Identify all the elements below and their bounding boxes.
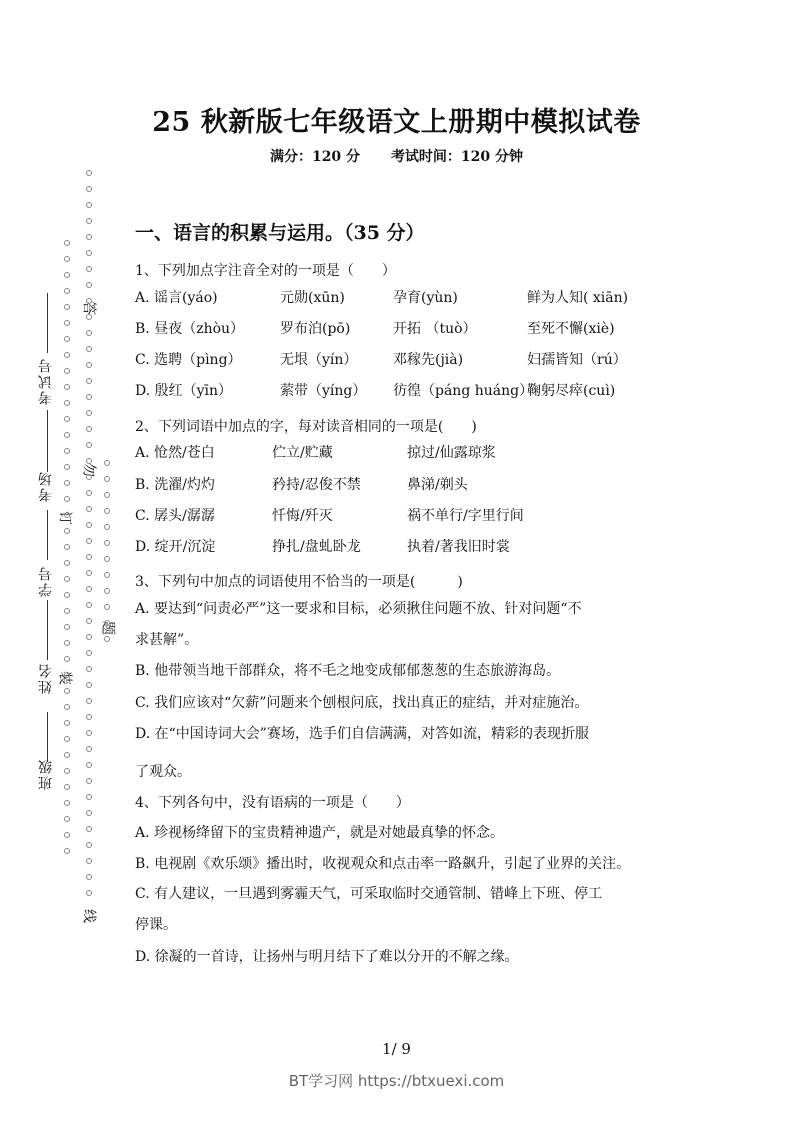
mark-xian: 线 [83,907,97,923]
q1-d-2: 萦带（yíng） [280,383,367,399]
q2-c-2: 忏悔/歼灭 [272,508,333,524]
circle-marker [64,496,70,502]
circle-marker [86,474,92,480]
q1-c-1: C. 选聘（pìng） [135,352,242,368]
circle-marker [64,688,70,694]
underline [47,600,48,660]
circle-marker [86,298,92,304]
circle-marker [86,186,92,192]
q3-line: 求甚解”。 [135,632,199,648]
section-title: 一、语言的积累与运用。（35 分） [135,222,425,244]
circle-marker [64,384,70,390]
mark-ti: 题 [102,619,116,635]
q2-d-1: D. 绽开/沉淀 [135,539,216,555]
q4-line: A. 珍视杨绛留下的宝贵精神遗产，就是对她最真挚的怀念。 [135,825,505,841]
q1-b-1: B. 昼夜（zhòu） [135,321,245,337]
q1-a-3: 孕育(yùn) [393,290,458,306]
circle-marker [104,604,110,610]
circle-marker [64,544,70,550]
q2-a-3: 掠过/仙露琼浆 [407,445,496,461]
circle-marker [64,528,70,534]
circle-marker [64,672,70,678]
circle-marker [86,426,92,432]
circle-marker [86,394,92,400]
circle-marker [86,874,92,880]
circle-marker [104,620,110,626]
label-exam-room: 考场 [38,470,54,502]
circle-marker [86,826,92,832]
q1-b-4: 至死不懈(xiè) [527,321,615,337]
circle-marker [86,170,92,176]
circle-marker [64,336,70,342]
q2-c-1: C. 孱头/潺潺 [135,508,215,524]
circle-marker [86,570,92,576]
circle-marker [86,410,92,416]
exam-info [0,146,793,166]
q1-b-3: 开拓 （tuò） [393,321,477,337]
exam-time: 考试时间：120 分钟 [390,149,524,165]
circle-marker [86,714,92,720]
circle-marker [64,784,70,790]
circle-marker [104,556,110,562]
q2-b-1: B. 洗濯/灼灼 [135,477,215,493]
q4-line: D. 徐凝的一首诗，让扬州与明月结下了难以分开的不解之缘。 [135,949,519,965]
underline [47,410,48,472]
circle-marker [64,656,70,662]
q3-line: A. 要达到“问责必严”这一要求和目标，必须揪住问题不放、针对问题“不 [135,601,582,617]
label-exam-number: 考试号 [38,357,54,405]
q4-line: B. 电视剧《欢乐颂》播出时，收视观众和点击率一路飙升，引起了业界的关注。 [135,856,631,872]
circle-marker [64,240,70,246]
underline [47,293,48,353]
question-1-stem: 1、下列加点字注音全对的一项是（ ） [135,263,396,279]
circle-marker [64,256,70,262]
circle-marker [86,490,92,496]
q3-line: 了观众。 [135,764,191,780]
circle-marker [64,352,70,358]
q1-c-3: 邓稼先(jià) [393,352,464,368]
circle-marker [86,746,92,752]
q2-a-2: 伫立/贮藏 [272,445,333,461]
q2-b-2: 矜持/忍俊不禁 [272,477,361,493]
circle-marker [64,288,70,294]
circle-marker [86,362,92,368]
circle-marker [86,202,92,208]
circle-marker [86,858,92,864]
circle-marker [104,508,110,514]
q3-line: D. 在“中国诗词大会”赛场，选手们自信满满，对答如流，精彩的表现折服 [135,726,589,742]
mark-ding: 订 [59,509,73,525]
circle-marker [64,624,70,630]
circle-marker [86,650,92,656]
mark-wu: 勿 [83,461,97,477]
q2-d-3: 执着/著我旧时裳 [407,539,510,555]
circle-marker [64,592,70,598]
circle-marker [86,890,92,896]
page-number: 1/ 9 [382,1040,411,1058]
circle-marker [64,720,70,726]
q4-line: 停课。 [135,917,177,933]
circle-marker [86,698,92,704]
circle-marker [64,848,70,854]
circle-marker [86,682,92,688]
circle-marker [86,458,92,464]
circle-marker [64,704,70,710]
circle-marker [86,810,92,816]
circle-marker [64,800,70,806]
circle-marker [86,522,92,528]
circle-marker [64,464,70,470]
circle-marker [104,572,110,578]
circle-marker [64,432,70,438]
mark-da: 答 [83,299,97,315]
q2-a-1: A. 怆然/苍白 [135,445,215,461]
circle-marker [104,492,110,498]
circle-marker [86,314,92,320]
q3-line: C. 我们应该对“欠薪”问题来个刨根问底，找出真正的症结，并对症施治。 [135,695,589,711]
circle-marker [64,448,70,454]
q2-c-3: 祸不单行/字里行间 [407,508,524,524]
circle-marker [86,442,92,448]
circle-marker [86,282,92,288]
circle-marker [86,634,92,640]
circle-marker [86,666,92,672]
circle-marker [86,602,92,608]
q2-b-3: 鼻涕/剃头 [407,477,468,493]
q3-line: B. 他带领当地干部群众，将不毛之地变成郁郁葱葱的生态旅游海岛。 [135,663,561,679]
circle-marker [64,320,70,326]
full-score: 满分：120 分 [269,149,361,165]
circle-marker [86,250,92,256]
circle-marker [86,586,92,592]
circle-marker [64,368,70,374]
circle-marker [104,588,110,594]
circle-marker [86,506,92,512]
circle-marker [86,794,92,800]
circle-marker [64,512,70,518]
q1-b-2: 罗布泊(pō) [280,321,351,337]
q1-a-2: 元勋(xūn) [280,290,345,306]
circle-marker [64,832,70,838]
q1-d-4: 鞠躬尽瘁(cuì) [527,383,616,399]
circle-marker [86,538,92,544]
circle-marker [64,736,70,742]
q1-d-3: 彷徨（páng huáng） [393,383,534,399]
circle-marker [64,752,70,758]
circle-marker [104,524,110,530]
q1-a-1: A. 谣言(yáo) [135,290,218,306]
circle-marker [64,608,70,614]
q1-a-4: 鲜为人知( xiān) [527,290,629,306]
circle-marker [64,640,70,646]
circle-marker [86,346,92,352]
circle-marker [86,378,92,384]
circle-marker [86,234,92,240]
question-2-stem: 2、下列词语中加点的字，每对读音相同的一项是( ) [135,419,477,435]
circle-marker [86,554,92,560]
circle-marker [64,480,70,486]
label-student-id: 学号 [38,565,54,597]
q1-c-2: 无垠（yín） [280,352,358,368]
circle-marker [64,304,70,310]
circle-marker [64,560,70,566]
circle-marker [64,576,70,582]
q1-c-4: 妇孺皆知（rú） [527,352,627,368]
circle-marker [104,636,110,642]
mark-zhuang: 装 [59,669,73,685]
q1-d-1: D. 殷红（yīn） [135,383,233,399]
circle-marker [86,330,92,336]
circle-marker [86,218,92,224]
question-4-stem: 4、下列各句中，没有语病的一项是（ ） [135,795,410,811]
underline [47,712,48,762]
circle-marker [86,778,92,784]
circle-marker [104,476,110,482]
circle-marker [104,460,110,466]
circle-marker [64,400,70,406]
label-class: 班级 [38,758,54,790]
circle-marker [64,768,70,774]
site-watermark: BT学习网 https://btxuexi.com [288,1072,505,1090]
circle-marker [86,730,92,736]
label-name: 姓名 [38,662,54,694]
circle-marker [64,816,70,822]
circle-marker [86,266,92,272]
question-3-stem: 3、下列句中加点的词语使用不恰当的一项是( ) [135,574,463,590]
circle-marker [64,272,70,278]
underline [47,510,48,560]
circle-marker [86,618,92,624]
q2-d-2: 挣扎/盘虬卧龙 [272,539,361,555]
circle-marker [86,842,92,848]
q4-line: C. 有人建议，一旦遇到雾霾天气，可采取临时交通管制、错峰上下班、停工 [135,886,603,902]
circle-marker [64,416,70,422]
circle-marker [104,540,110,546]
circle-marker [86,762,92,768]
page-title: 25 秋新版七年级语文上册期中模拟试卷 [152,107,641,138]
